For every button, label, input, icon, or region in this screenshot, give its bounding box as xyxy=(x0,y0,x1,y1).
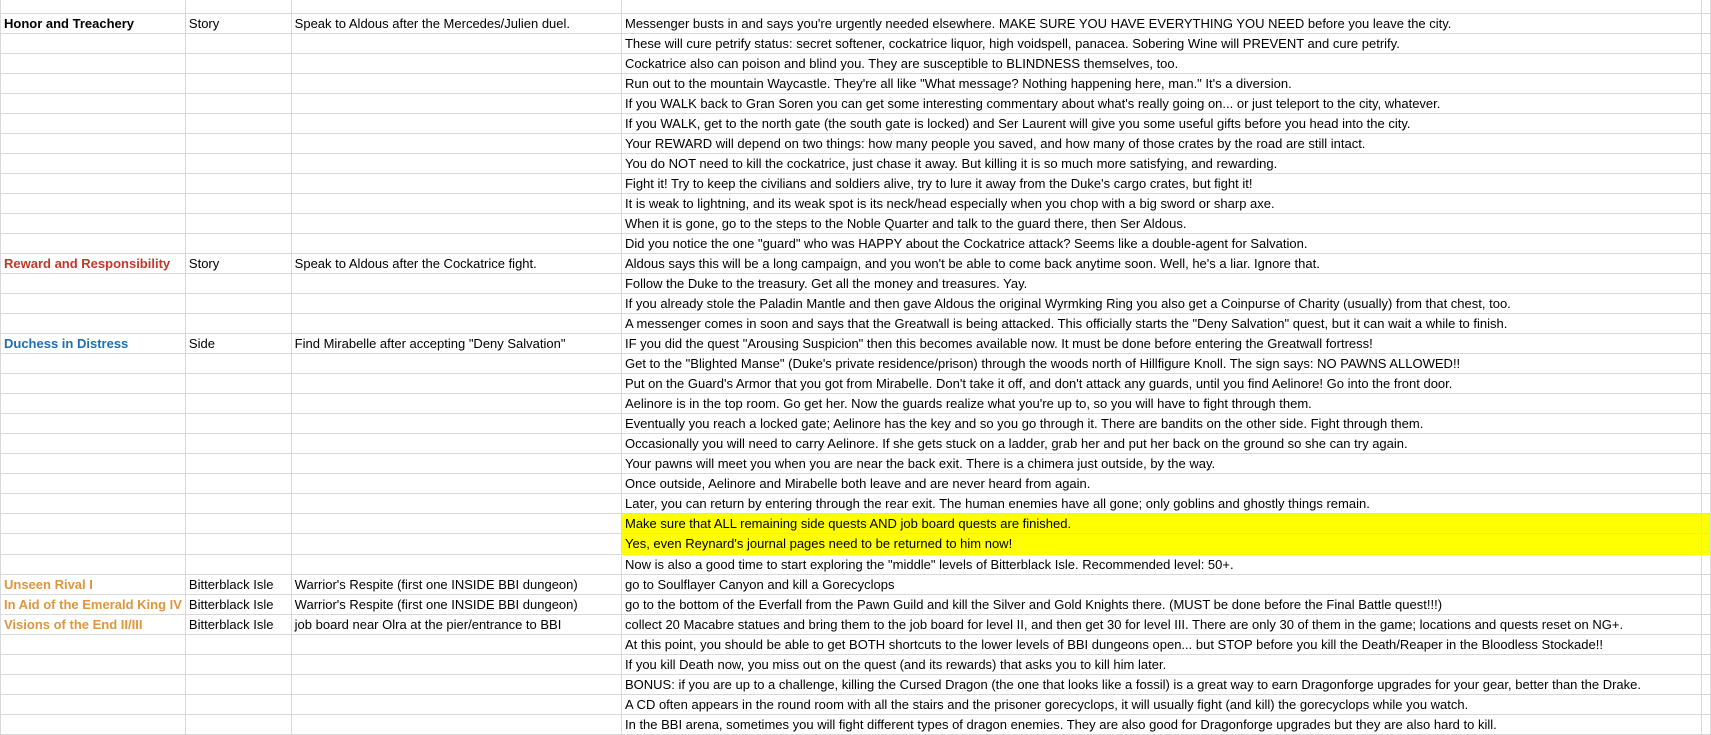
table-row xyxy=(1,675,1711,695)
table-row xyxy=(1,615,1711,635)
cell-note[interactable]: Make sure that ALL remaining side quests AND job board quests are finished. xyxy=(621,514,1701,534)
cell-note[interactable]: Yes, even Reynard's journal pages need to be returned to him now! xyxy=(621,534,1701,555)
cell-empty[interactable] xyxy=(1702,534,1711,555)
cell-note[interactable]: If you WALK, get to the north gate (the south gate is locked) and Ser Laurent will give you some useful gifts before you head into the city. xyxy=(621,114,1701,134)
cell-trigger[interactable] xyxy=(291,274,621,294)
cell-empty[interactable] xyxy=(1702,514,1711,534)
cell-empty[interactable] xyxy=(1702,675,1711,695)
cell-note[interactable]: Fight it! Try to keep the civilians and soldiers alive, try to lure it away from the Duke's cargo crates, but fight it! xyxy=(621,174,1701,194)
spreadsheet-body xyxy=(1,0,1711,735)
cell-empty[interactable] xyxy=(1702,274,1711,294)
cell-note[interactable]: Messenger busts in and says you're urgently needed elsewhere. MAKE SURE YOU HAVE EVERYTHING YOU NEED before you leave the city. xyxy=(621,14,1701,34)
cell-quest-name[interactable] xyxy=(1,234,186,254)
cell-quest-type[interactable] xyxy=(185,294,291,314)
cell-quest-name[interactable] xyxy=(1,54,186,74)
cell-quest-name[interactable] xyxy=(1,354,186,374)
table-row xyxy=(1,0,1711,14)
cell-empty[interactable] xyxy=(1702,74,1711,94)
cell-empty[interactable] xyxy=(1702,254,1711,274)
cell-quest-type[interactable] xyxy=(185,0,291,14)
table-row xyxy=(1,114,1711,134)
cell-note[interactable]: Get to the "Blighted Manse" (Duke's private residence/prison) through the woods north of Hillfigure Knoll. The sign says: NO PAWNS ALLOWED!! xyxy=(621,354,1701,374)
cell-note[interactable]: IF you did the quest "Arousing Suspicion" then this becomes available now. It must be done before entering the Greatwall fortress! xyxy=(621,334,1701,354)
table-row xyxy=(1,655,1711,675)
cell-quest-type[interactable] xyxy=(185,94,291,114)
cell-quest-type[interactable] xyxy=(185,234,291,254)
cell-quest-type[interactable] xyxy=(185,174,291,194)
cell-empty[interactable] xyxy=(1702,0,1711,14)
cell-note[interactable]: Did you notice the one "guard" who was HAPPY about the Cockatrice attack? Seems like a double-agent for Salvation. xyxy=(621,234,1701,254)
cell-quest-type[interactable] xyxy=(185,414,291,434)
cell-empty[interactable] xyxy=(1702,394,1711,414)
cell-trigger[interactable] xyxy=(291,74,621,94)
cell-empty[interactable] xyxy=(1702,34,1711,54)
cell-quest-type[interactable] xyxy=(185,74,291,94)
cell-trigger[interactable] xyxy=(291,414,621,434)
table-row xyxy=(1,695,1711,715)
cell-empty[interactable] xyxy=(1702,434,1711,454)
cell-quest-type[interactable]: Story xyxy=(185,254,291,274)
cell-quest-type[interactable] xyxy=(185,214,291,234)
table-row xyxy=(1,635,1711,655)
cell-empty[interactable] xyxy=(1702,454,1711,474)
table-row xyxy=(1,454,1711,474)
cell-trigger[interactable] xyxy=(291,194,621,214)
cell-quest-name[interactable] xyxy=(1,274,186,294)
table-row xyxy=(1,394,1711,414)
table-row xyxy=(1,174,1711,194)
cell-trigger[interactable] xyxy=(291,0,621,14)
cell-empty[interactable] xyxy=(1702,374,1711,394)
cell-note[interactable]: Occasionally you will need to carry Aelinore. If she gets stuck on a ladder, grab her and put her back on the ground so she can try again. xyxy=(621,434,1701,454)
table-row xyxy=(1,554,1711,575)
cell-note[interactable]: At this point, you should be able to get BOTH shortcuts to the lower levels of BBI dungeons open... but STOP before you kill the Death/Reaper in the Bloodless Stockade!! xyxy=(621,635,1701,655)
cell-quest-type[interactable] xyxy=(185,434,291,454)
cell-empty[interactable] xyxy=(1702,474,1711,494)
cell-note[interactable]: BONUS: if you are up to a challenge, killing the Cursed Dragon (the one that looks like a fossil) is a great way to earn Dragonforge upgrades for your gear, better than the Drake. xyxy=(621,675,1701,695)
cell-trigger[interactable]: Warrior's Respite (first one INSIDE BBI dungeon) xyxy=(291,575,621,595)
cell-trigger[interactable] xyxy=(291,174,621,194)
cell-quest-type[interactable] xyxy=(185,314,291,334)
cell-note[interactable]: Your REWARD will depend on two things: how many people you saved, and how many of those crates by the road are still intact. xyxy=(621,134,1701,154)
cell-trigger[interactable] xyxy=(291,695,621,715)
cell-empty[interactable] xyxy=(1702,294,1711,314)
cell-quest-name[interactable] xyxy=(1,374,186,394)
cell-quest-type[interactable] xyxy=(185,354,291,374)
cell-trigger[interactable] xyxy=(291,454,621,474)
cell-quest-type[interactable] xyxy=(185,454,291,474)
cell-trigger[interactable] xyxy=(291,715,621,735)
table-row xyxy=(1,34,1711,54)
cell-trigger[interactable] xyxy=(291,374,621,394)
cell-quest-name[interactable] xyxy=(1,675,186,695)
cell-trigger[interactable] xyxy=(291,675,621,695)
cell-empty[interactable] xyxy=(1702,595,1711,615)
cell-empty[interactable] xyxy=(1702,174,1711,194)
cell-quest-type[interactable]: Bitterblack Isle xyxy=(185,615,291,635)
cell-quest-name[interactable]: Reward and Responsibility xyxy=(1,254,186,274)
cell-quest-name[interactable] xyxy=(1,94,186,114)
cell-trigger[interactable] xyxy=(291,434,621,454)
cell-quest-name[interactable] xyxy=(1,294,186,314)
cell-quest-name[interactable] xyxy=(1,314,186,334)
table-row xyxy=(1,494,1711,514)
cell-note[interactable]: When it is gone, go to the steps to the Noble Quarter and talk to the guard there, then Ser Aldous. xyxy=(621,214,1701,234)
cell-quest-type[interactable] xyxy=(185,274,291,294)
table-row xyxy=(1,94,1711,114)
cell-quest-type[interactable]: Bitterblack Isle xyxy=(185,575,291,595)
table-row xyxy=(1,54,1711,74)
cell-quest-name[interactable] xyxy=(1,154,186,174)
table-row xyxy=(1,314,1711,334)
cell-trigger[interactable] xyxy=(291,534,621,555)
cell-quest-type[interactable] xyxy=(185,34,291,54)
cell-note[interactable]: Eventually you reach a locked gate; Aelinore has the key and so you go through it. There are bandits on the other side. Fight through them. xyxy=(621,414,1701,434)
cell-trigger[interactable] xyxy=(291,635,621,655)
table-row xyxy=(1,334,1711,354)
cell-quest-type[interactable] xyxy=(185,675,291,695)
table-row xyxy=(1,74,1711,94)
cell-note[interactable]: It is weak to lightning, and its weak spot is its neck/head especially when you chop with a big sword or sharp axe. xyxy=(621,194,1701,214)
cell-quest-name[interactable] xyxy=(1,114,186,134)
cell-note[interactable]: Once outside, Aelinore and Mirabelle both leave and are never heard from again. xyxy=(621,474,1701,494)
cell-trigger[interactable] xyxy=(291,34,621,54)
cell-trigger[interactable] xyxy=(291,474,621,494)
cell-empty[interactable] xyxy=(1702,14,1711,34)
cell-empty[interactable] xyxy=(1702,154,1711,174)
cell-quest-name[interactable] xyxy=(1,695,186,715)
cell-trigger[interactable] xyxy=(291,234,621,254)
cell-quest-type[interactable] xyxy=(185,655,291,675)
table-row xyxy=(1,534,1711,555)
cell-note[interactable]: Put on the Guard's Armor that you got from Mirabelle. Don't take it off, and don't attack any guards, until you find Aelinore! Go into the front door. xyxy=(621,374,1701,394)
table-row xyxy=(1,374,1711,394)
cell-quest-name[interactable] xyxy=(1,0,186,14)
cell-quest-type[interactable] xyxy=(185,114,291,134)
cell-note[interactable]: go to Soulflayer Canyon and kill a Gorecyclops xyxy=(621,575,1701,595)
cell-quest-name[interactable] xyxy=(1,454,186,474)
cell-trigger[interactable]: job board near Olra at the pier/entrance to BBI xyxy=(291,615,621,635)
table-row xyxy=(1,214,1711,234)
cell-empty[interactable] xyxy=(1702,554,1711,575)
table-row xyxy=(1,254,1711,274)
cell-quest-type[interactable] xyxy=(185,494,291,514)
table-row xyxy=(1,134,1711,154)
cell-trigger[interactable]: Warrior's Respite (first one INSIDE BBI dungeon) xyxy=(291,595,621,615)
cell-quest-name[interactable]: Honor and Treachery xyxy=(1,14,186,34)
cell-quest-name[interactable] xyxy=(1,174,186,194)
table-row xyxy=(1,274,1711,294)
cell-quest-type[interactable]: Side xyxy=(185,334,291,354)
cell-quest-name[interactable] xyxy=(1,194,186,214)
cell-empty[interactable] xyxy=(1702,114,1711,134)
cell-quest-name[interactable] xyxy=(1,474,186,494)
cell-quest-name[interactable] xyxy=(1,554,186,575)
cell-empty[interactable] xyxy=(1702,635,1711,655)
cell-quest-type[interactable]: Story xyxy=(185,14,291,34)
cell-note[interactable]: Follow the Duke to the treasury. Get all the money and treasures. Yay. xyxy=(621,274,1701,294)
cell-note[interactable]: Run out to the mountain Waycastle. They're all like "What message? Nothing happening here, man." It's a diversion. xyxy=(621,74,1701,94)
cell-empty[interactable] xyxy=(1702,134,1711,154)
cell-quest-name[interactable] xyxy=(1,74,186,94)
cell-quest-name[interactable] xyxy=(1,414,186,434)
table-row xyxy=(1,715,1711,735)
cell-trigger[interactable] xyxy=(291,394,621,414)
cell-empty[interactable] xyxy=(1702,94,1711,114)
table-row xyxy=(1,154,1711,174)
cell-empty[interactable] xyxy=(1702,214,1711,234)
cell-note[interactable]: You do NOT need to kill the cockatrice, just chase it away. But killing it is so much more satisfying, and rewarding. xyxy=(621,154,1701,174)
cell-quest-type[interactable] xyxy=(185,715,291,735)
cell-empty[interactable] xyxy=(1702,494,1711,514)
cell-empty[interactable] xyxy=(1702,314,1711,334)
cell-quest-name[interactable] xyxy=(1,715,186,735)
cell-note[interactable]: A messenger comes in soon and says that the Greatwall is being attacked. This officially starts the "Deny Salvation" quest, but it can wait a while to finish. xyxy=(621,314,1701,334)
table-row xyxy=(1,234,1711,254)
cell-empty[interactable] xyxy=(1702,354,1711,374)
cell-note[interactable]: These will cure petrify status: secret softener, cockatrice liquor, high voidspell, panacea. Sobering Wine will PREVENT and cure petrify. xyxy=(621,34,1701,54)
cell-quest-type[interactable] xyxy=(185,534,291,555)
cell-note[interactable]: If you already stole the Paladin Mantle and then gave Aldous the original Wyrmking Ring you also get a Coinpurse of Charity (usually) from that chest, too. xyxy=(621,294,1701,314)
table-row xyxy=(1,575,1711,595)
cell-trigger[interactable] xyxy=(291,94,621,114)
cell-note[interactable]: In the BBI arena, sometimes you will fight different types of dragon enemies. They are also good for Dragonforge upgrades but they are also hard to kill. xyxy=(621,715,1701,735)
cell-quest-name[interactable]: Visions of the End II/III xyxy=(1,615,186,635)
cell-note[interactable]: Your pawns will meet you when you are near the back exit. There is a chimera just outside, by the way. xyxy=(621,454,1701,474)
cell-quest-type[interactable] xyxy=(185,695,291,715)
cell-trigger[interactable]: Find Mirabelle after accepting "Deny Salvation" xyxy=(291,334,621,354)
table-row xyxy=(1,474,1711,494)
cell-empty[interactable] xyxy=(1702,234,1711,254)
cell-empty[interactable] xyxy=(1702,414,1711,434)
cell-note[interactable]: collect 20 Macabre statues and bring them to the job board for level II, and then get 30 for level III. There are only 30 of them in the game; locations and quests reset on NG+. xyxy=(621,615,1701,635)
cell-quest-type[interactable] xyxy=(185,134,291,154)
cell-quest-name[interactable] xyxy=(1,494,186,514)
cell-empty[interactable] xyxy=(1702,54,1711,74)
cell-note[interactable]: If you WALK back to Gran Soren you can get some interesting commentary about what's really going on... or just teleport to the city, whatever. xyxy=(621,94,1701,114)
cell-empty[interactable] xyxy=(1702,715,1711,735)
cell-trigger[interactable] xyxy=(291,494,621,514)
cell-trigger[interactable] xyxy=(291,655,621,675)
cell-quest-type[interactable] xyxy=(185,54,291,74)
cell-note[interactable] xyxy=(621,0,1701,14)
cell-trigger[interactable] xyxy=(291,294,621,314)
cell-quest-name[interactable] xyxy=(1,635,186,655)
cell-quest-type[interactable] xyxy=(185,474,291,494)
cell-trigger[interactable]: Speak to Aldous after the Cockatrice fight. xyxy=(291,254,621,274)
cell-quest-type[interactable] xyxy=(185,514,291,534)
cell-trigger[interactable] xyxy=(291,314,621,334)
cell-quest-name[interactable] xyxy=(1,34,186,54)
cell-quest-name[interactable] xyxy=(1,514,186,534)
table-row xyxy=(1,434,1711,454)
cell-quest-type[interactable]: Bitterblack Isle xyxy=(185,595,291,615)
table-row xyxy=(1,414,1711,434)
cell-empty[interactable] xyxy=(1702,575,1711,595)
cell-quest-name[interactable] xyxy=(1,134,186,154)
cell-empty[interactable] xyxy=(1702,655,1711,675)
cell-quest-name[interactable] xyxy=(1,534,186,555)
table-row xyxy=(1,294,1711,314)
cell-note[interactable]: go to the bottom of the Everfall from the Pawn Guild and kill the Silver and Gold Knights there. (MUST be done before the Final Battle quest!!!) xyxy=(621,595,1701,615)
cell-note[interactable]: Now is also a good time to start exploring the "middle" levels of Bitterblack Isle. Recommended level: 50+. xyxy=(621,554,1701,575)
cell-quest-type[interactable] xyxy=(185,635,291,655)
cell-note[interactable]: A CD often appears in the round room with all the stairs and the prisoner gorecyclops, it will usually fight (and kill) the gorecyclops while you watch. xyxy=(621,695,1701,715)
cell-note[interactable]: Aelinore is in the top room. Go get her. Now the guards realize what you're up to, so you will have to fight through them. xyxy=(621,394,1701,414)
cell-quest-type[interactable] xyxy=(185,194,291,214)
cell-quest-name[interactable] xyxy=(1,394,186,414)
cell-trigger[interactable] xyxy=(291,114,621,134)
cell-trigger[interactable] xyxy=(291,154,621,174)
cell-trigger[interactable] xyxy=(291,354,621,374)
cell-quest-type[interactable] xyxy=(185,154,291,174)
cell-quest-name[interactable]: In Aid of the Emerald King IV xyxy=(1,595,186,615)
cell-note[interactable]: If you kill Death now, you miss out on the quest (and its rewards) that asks you to kill him later. xyxy=(621,655,1701,675)
cell-quest-name[interactable]: Unseen Rival I xyxy=(1,575,186,595)
cell-note[interactable]: Later, you can return by entering through the rear exit. The human enemies have all gone; only goblins and ghostly things remain. xyxy=(621,494,1701,514)
cell-empty[interactable] xyxy=(1702,695,1711,715)
cell-quest-type[interactable] xyxy=(185,374,291,394)
cell-quest-type[interactable] xyxy=(185,554,291,575)
table-row xyxy=(1,514,1711,534)
cell-trigger[interactable]: Speak to Aldous after the Mercedes/Julien duel. xyxy=(291,14,621,34)
cell-empty[interactable] xyxy=(1702,615,1711,635)
cell-quest-name[interactable]: Duchess in Distress xyxy=(1,334,186,354)
table-row xyxy=(1,194,1711,214)
cell-trigger[interactable] xyxy=(291,134,621,154)
cell-quest-name[interactable] xyxy=(1,655,186,675)
cell-quest-name[interactable] xyxy=(1,214,186,234)
cell-empty[interactable] xyxy=(1702,334,1711,354)
table-row xyxy=(1,595,1711,615)
cell-trigger[interactable] xyxy=(291,214,621,234)
table-row xyxy=(1,354,1711,374)
table-row xyxy=(1,14,1711,34)
cell-empty[interactable] xyxy=(1702,194,1711,214)
cell-trigger[interactable] xyxy=(291,554,621,575)
cell-quest-type[interactable] xyxy=(185,394,291,414)
cell-note[interactable]: Aldous says this will be a long campaign, and you won't be able to come back anytime soon. Well, he's a liar. Ignore that. xyxy=(621,254,1701,274)
cell-trigger[interactable] xyxy=(291,54,621,74)
cell-trigger[interactable] xyxy=(291,514,621,534)
cell-quest-name[interactable] xyxy=(1,434,186,454)
cell-note[interactable]: Cockatrice also can poison and blind you. They are susceptible to BLINDNESS themselves, too. xyxy=(621,54,1701,74)
